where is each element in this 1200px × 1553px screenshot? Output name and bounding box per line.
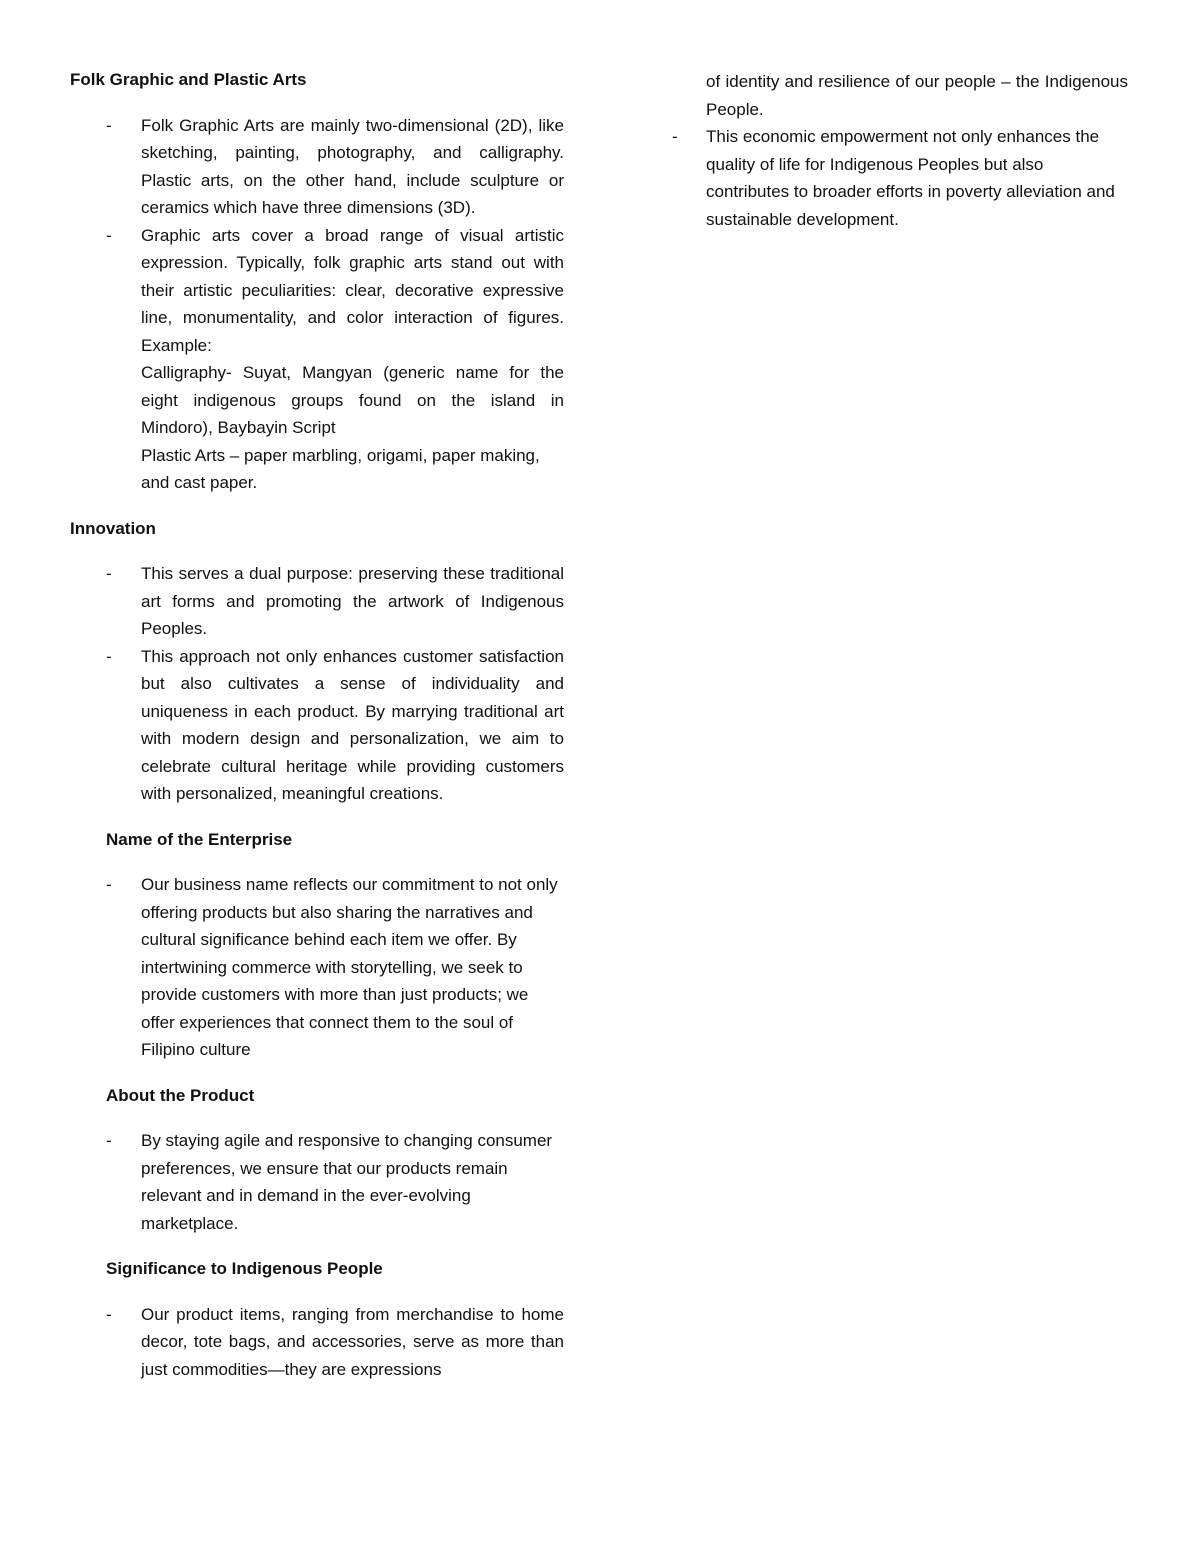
significance-list — [70, 1301, 564, 1384]
significance-heading: Significance to Indigenous People — [106, 1259, 383, 1278]
list-item — [70, 222, 564, 497]
folk-arts-list — [70, 112, 564, 497]
list-item: - Folk Graphic Arts are mainly two-dimensional (2D), like sketching, painting, photography, and calligraphy. Plastic arts, on the other hand, include sculpture or ceramics which have three dimensions (3D). — [70, 112, 564, 222]
innovation-list — [70, 560, 564, 808]
product-list — [70, 1127, 564, 1237]
innovation-heading: Innovation — [70, 518, 156, 538]
right-list — [670, 123, 1128, 233]
right-column — [670, 68, 1128, 233]
list-item: - Our business name reflects our commitment to not only offering products but also sharing the narratives and cultural significance behind each item we offer. By intertwining commerce with storytelling, we seek to provide customers with more than just products; we offer experiences that connect them to the soul of Filipino culture — [70, 871, 564, 1064]
list-item: - This economic empowerment not only enhances the quality of life for Indigenous Peoples but also contributes to broader efforts in poverty alleviation and sustainable development. — [670, 123, 1128, 233]
list-item: - Our product items, ranging from merchandise to home decor, tote bags, and accessories, serve as more than just commodities—they are expressions — [70, 1301, 564, 1384]
list-item-text: - Graphic arts cover a broad range of visual artistic expression. Typically, folk graphic arts stand out with their artistic peculiarities: clear, decorative expressive line, monumentality, and color interaction of figures. Example: — [141, 225, 564, 355]
calligraphy-example: Calligraphy- Suyat, Mangyan (generic name for the eight indigenous groups found on the island in Mindoro), Baybayin Script — [141, 363, 564, 437]
list-item: - This approach not only enhances customer satisfaction but also cultivates a sense of individuality and uniqueness in each product. By marrying traditional art with modern design and personalization, we aim to celebrate cultural heritage while providing customers with personalized, meaningful creations. — [70, 643, 564, 808]
product-heading: About the Product — [106, 1085, 255, 1105]
list-item: - This serves a dual purpose: preserving these traditional art forms and promoting the artwork of Indigenous Peoples. — [70, 560, 564, 643]
plastic-arts-example: Plastic Arts – paper marbling, origami, paper making, and cast paper. — [141, 445, 540, 492]
folk-arts-heading: Folk Graphic and Plastic Arts — [70, 70, 307, 89]
continued-text: of identity and resilience of our people – the Indigenous People. — [706, 72, 1128, 119]
list-item: - By staying agile and responsive to changing consumer preferences, we ensure that our products remain relevant and in demand in the ever-evolving marketplace. — [70, 1127, 564, 1237]
left-column — [70, 66, 564, 1401]
enterprise-list — [70, 871, 564, 1064]
enterprise-heading: Name of the Enterprise — [106, 829, 293, 849]
